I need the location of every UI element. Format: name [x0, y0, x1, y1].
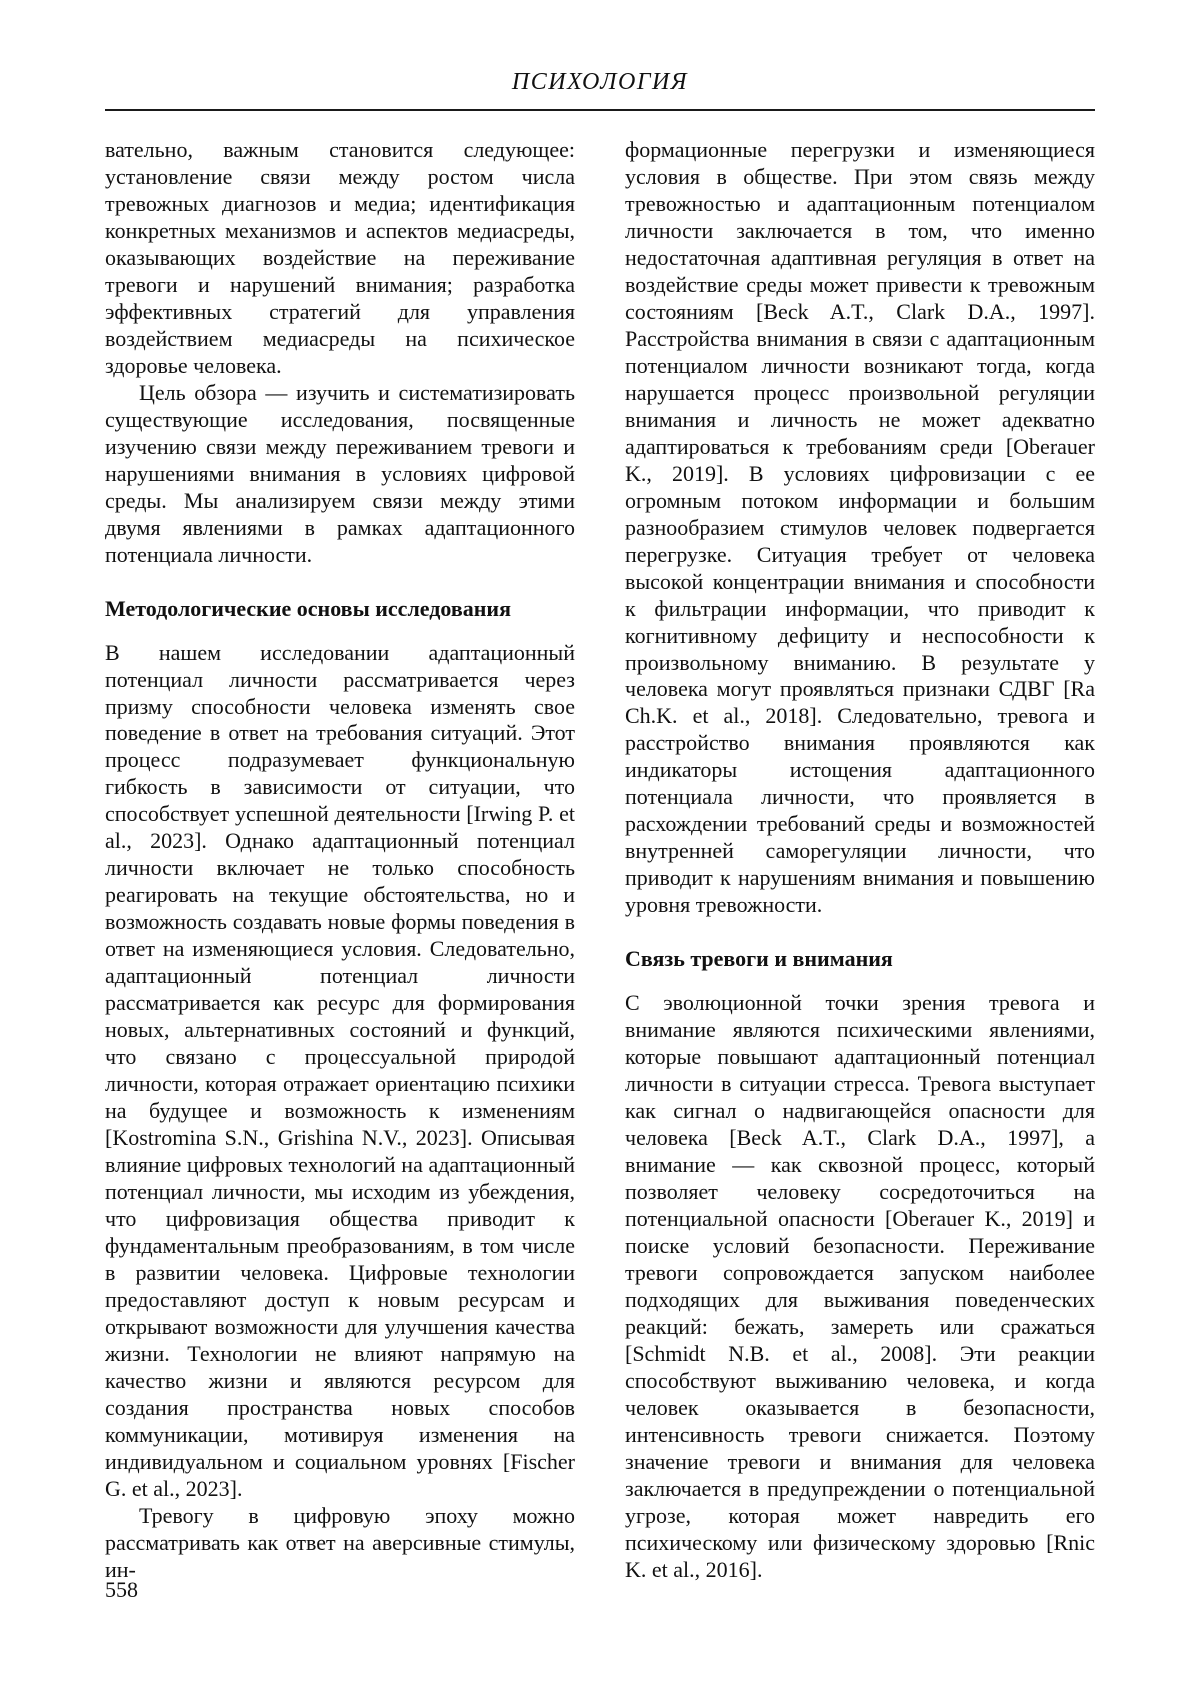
paragraph-anxiety-attention-link: С эволюционной точки зрения тревога и внимание являются психическими явлениями, которые повышают адаптационный потенциал личности в ситуации стресса. Тревога выступает как сигнал о надвигающейся опасности для человека [Beck A.T., Clark D.A., 1997], а внимание — как сквозной процесс, который позволяет человеку сосредоточиться на потенциальной опасности [Oberauer K., 2019] и поиске условий безопасности. Переживание тревоги сопровождается запуском наиболее подходящих для выживания поведенческих реакций: бежать, замереть или сражаться [Schmidt N.B. et al., 2008]. Эти реакции способствуют выживанию человека, и когда человек оказывается в безопасности, интенсивность тревоги снижается. Поэтому значение тревоги и внимания для человека заключается в предупреждении о потенциальной угрозе, которая может навредить его психическому или физическому здоровью [Rnic K. et al., 2016]. [625, 990, 1095, 1582]
section-heading-anxiety-attention-link: Связь тревоги и внимания [625, 946, 893, 972]
paragraph-continuation-from-previous-page: вательно, важным становится следующее: установление связи между ростом числа тревожных диагнозов и медиа; идентификация конкретных механизмов и аспектов медиасреды, оказывающих воздействие на переживание тревоги и нарушений внимания; разработка эффективных стратегий для управления воздействием медиасреды на психическое здоровье человека. [105, 136, 575, 378]
page-header [105, 68, 1095, 111]
running-head-title: ПСИХОЛОГИЯ [511, 69, 689, 95]
section-heading-methodology: Методологические основы исследования [105, 595, 511, 621]
paragraph-anxiety-digital-era: Тревогу в цифровую эпоху можно рассматривать как ответ на аверсивные стимулы, ин- [105, 1503, 575, 1582]
left-column [105, 137, 575, 1584]
paragraph-methodology: В нашем исследовании адаптационный потенциал личности рассматривается через призму способности человека изменять свое поведение в ответ на требования ситуаций. Этот процесс подразумевает функциональную гибкость в зависимости от ситуации, что способствует успешной деятельности [Irwing P. et al., 2023]. Однако адаптационный потенциал личности включает не только способность реагировать на текущие обстоятельства, но и возможность создавать новые формы поведения в ответ на изменяющиеся условия. Следовательно, адаптационный потенциал личности рассматривается как ресурс для формирования новых, альтернативных состояний и функций, что связано с процессуальной природой личности, которая отражает ориентацию психики на будущее и возможность к изменениям [Kostromina S.N., Grishina N.V., 2023]. Описывая влияние цифровых технологий на адаптационный потенциал личности, мы исходим из убеждения, что цифровизация общества приводит к фундаментальным преобразованиям, в том числе в развитии человека. Цифровые технологии предоставляют доступ к новым ресурсам и открывают возможности для улучшения качества жизни. Технологии не влияют напрямую на качество жизни и являются ресурсом для создания пространства новых способов коммуникации, мотивируя изменения на индивидуальном и социальном уровнях [Fischer G. et al., 2023]. [105, 639, 575, 1502]
header-rule [105, 109, 1095, 111]
right-column [625, 137, 1095, 1584]
page-number: 558 [105, 1577, 138, 1602]
paragraph-continuation-right: формационные перегрузки и изменяющиеся условия в обществе. При этом связь между тревожностью и адаптационным потенциалом личности заключается в том, что именно недостаточная адаптивная регуляция в ответ на воздействие среды может привести к тревожным состояниям [Beck A.T., Clark D.A., 1997]. Расстройства внимания в связи с адаптационным потенциалом личности возникают тогда, когда нарушается процесс произвольной регуляции внимания и личность не может адекватно адаптироваться к требованиям среди [Oberauer K., 2019]. В условиях цифровизации с ее огромным потоком информации и большим разнообразием стимулов человек подвергается перегрузке. Ситуация требует от человека высокой концентрации внимания и способности к фильтрации информации, что приводит к когнитивному дефициту и неспособности к произвольному вниманию. В результате у человека могут проявляться признаки СДВГ [Ra Ch.K. et al., 2018]. Следовательно, тревога и расстройство внимания проявляются как индикаторы истощения адаптационного потенциала личности, что проявляется в расхождении требований среды и возможностей внутренней саморегуляции личности, что приводит к нарушениям внимания и повышению уровня тревожности. [625, 136, 1095, 918]
paragraph-review-goal: Цель обзора — изучить и систематизировать существующие исследования, посвященные изучению связи между переживанием тревоги и нарушениями внимания в условиях цифровой среды. Мы анализируем связи между этими двумя явлениями в рамках адаптационного потенциала личности. [105, 379, 575, 567]
two-column-body [105, 137, 1095, 1584]
